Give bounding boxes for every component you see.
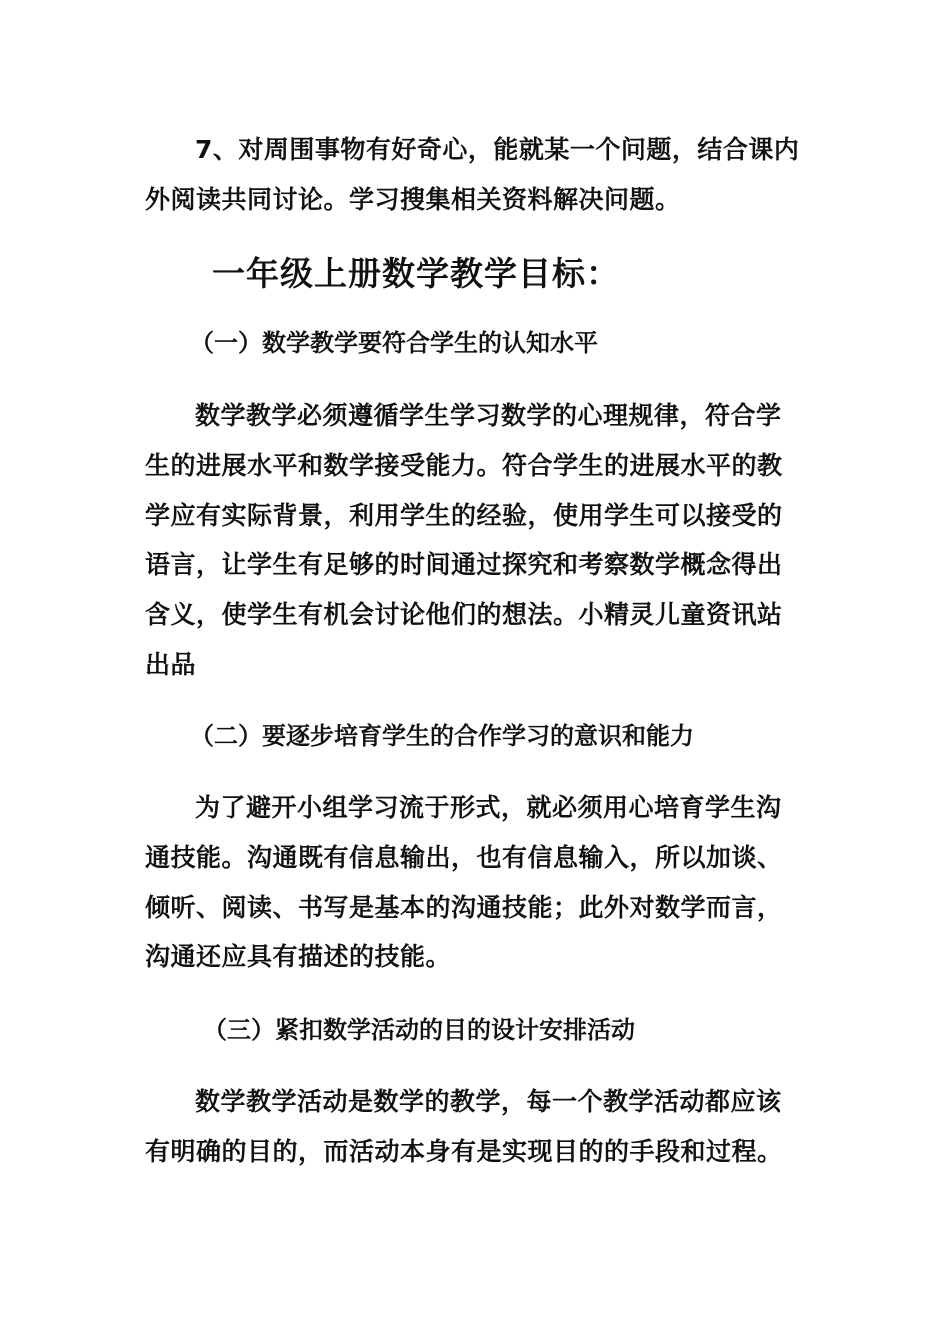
section-1-line-1: 数学教学必须遵循学生学习数学的心理规律，符合学 xyxy=(195,401,782,430)
section-2-heading: （二）要逐步培育学生的合作学习的意识和能力 xyxy=(190,722,694,750)
section-1-line-5: 含义，使学生有机会讨论他们的想法。小精灵儿童资讯站 xyxy=(145,600,783,629)
section-2-line-4: 沟通还应具有描述的技能。 xyxy=(145,942,452,971)
page-title: 一年级上册数学教学目标： xyxy=(212,254,620,293)
section-3-heading: （三）紧扣数学活动的目的设计安排活动 xyxy=(203,1016,635,1044)
section-1-heading: （一）数学教学要符合学生的认知水平 xyxy=(190,329,598,357)
paragraph-7-line-2: 外阅读共同讨论。学习搜集相关资料解决问题。 xyxy=(145,185,681,214)
section-1-line-4: 语言，让学生有足够的时间通过探究和考察数学概念得出 xyxy=(145,550,783,579)
section-3-line-1: 数学教学活动是数学的教学，每一个教学活动都应该 xyxy=(195,1087,782,1116)
paragraph-7-line-1: 7、对周围事物有好奇心，能就某一个问题，结合课内 xyxy=(195,135,800,164)
section-1-line-6: 出品 xyxy=(145,650,197,679)
section-2-line-2: 通技能。沟通既有信息输出，也有信息输入，所以加谈、 xyxy=(145,843,783,872)
section-1-line-2: 生的进展水平和数学接受能力。符合学生的进展水平的教 xyxy=(145,451,783,480)
section-2-line-1: 为了避开小组学习流于形式，就必须用心培育学生沟 xyxy=(195,793,782,822)
section-2-line-3: 倾听、阅读、书写是基本的沟通技能；此外对数学而言， xyxy=(145,893,783,922)
section-3-line-2: 有明确的目的，而活动本身有是实现目的的手段和过程。 xyxy=(145,1137,783,1166)
section-1-line-3: 学应有实际背景，利用学生的经验，使用学生可以接受的 xyxy=(145,501,783,530)
